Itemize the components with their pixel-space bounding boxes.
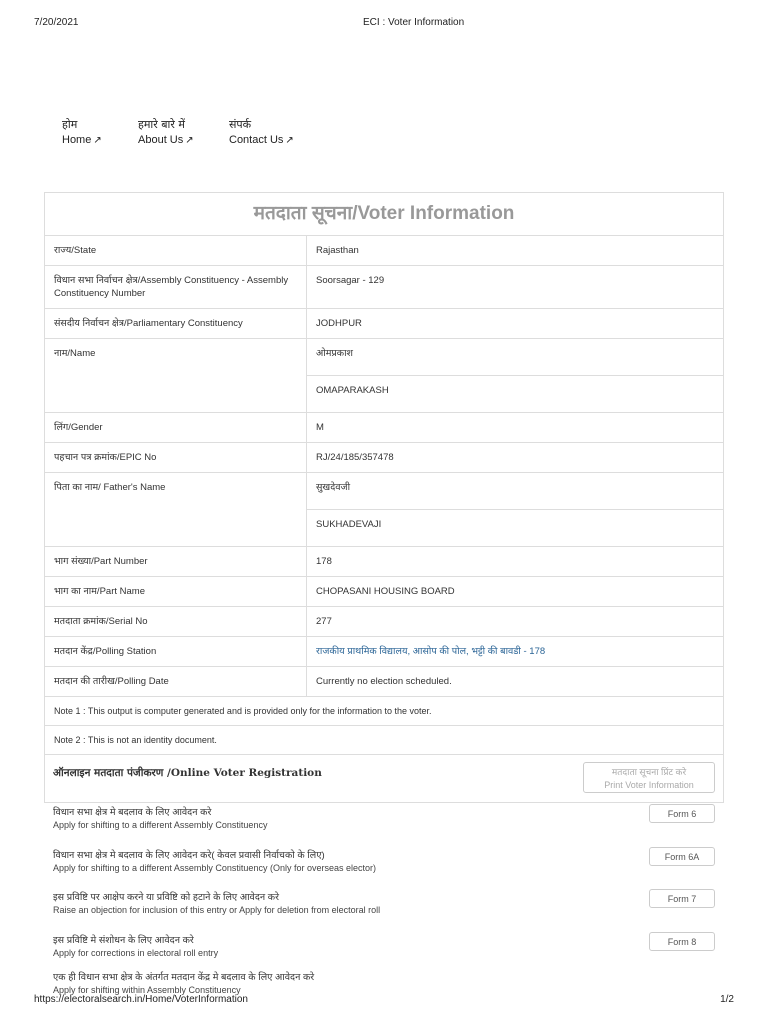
form-desc-english: Apply for shifting to a different Assembly Constituency (Only for overseas elector) (53, 863, 376, 873)
print-page-title: ECI : Voter Information (363, 17, 465, 28)
table-row-parliamentary-constituency (45, 309, 723, 339)
table-row-part-name (45, 577, 723, 607)
nav-home-hindi: होम (62, 118, 78, 131)
form-7-button[interactable]: Form 7 (649, 889, 715, 908)
form-row-shift-within (53, 971, 715, 995)
form-6-button[interactable]: Form 6 (649, 804, 715, 823)
table-row-serial-no (45, 607, 723, 637)
row-value-hindi: सुखदेवजी (316, 482, 351, 493)
nav-contact[interactable] (229, 118, 294, 149)
row-value: M (316, 422, 324, 433)
row-value: 178 (316, 556, 332, 567)
table-row-polling-date (45, 667, 723, 697)
top-nav (62, 118, 294, 149)
nav-contact-hindi: संपर्क (229, 118, 252, 131)
note-1: Note 1 : This output is computer generated and is provided only for the information to the voter. (45, 697, 723, 726)
nav-home[interactable] (62, 118, 138, 149)
print-date: 7/20/2021 (34, 17, 79, 28)
row-value-english: SUKHADEVAJI (307, 509, 723, 546)
form-row-6a (53, 849, 715, 874)
form-desc-english: Raise an objection for inclusion of this entry or Apply for deletion from electoral roll (53, 905, 381, 915)
row-value: CHOPASANI HOUSING BOARD (316, 586, 455, 597)
footer-url: https://electoralsearch.in/Home/VoterInformation (34, 994, 248, 1005)
form-desc-english: Apply for corrections in electoral roll entry (53, 948, 219, 958)
form-row-8 (53, 934, 715, 959)
row-label: विधान सभा निर्वाचन क्षेत्र/Assembly Constituency - Assembly Constituency Number (45, 266, 307, 308)
row-label: भाग का नाम/Part Name (45, 577, 307, 606)
external-link-icon: ↗ (185, 135, 194, 146)
table-row-name (45, 339, 723, 413)
row-label: मतदान की तारीख/Polling Date (45, 667, 307, 696)
form-desc-english: Apply for shifting to a different Assembly Constituency (53, 820, 268, 830)
nav-about-label[interactable]: About Us (138, 134, 184, 146)
voter-info-title: मतदाता सूचना/Voter Information (45, 193, 723, 236)
row-label: पहचान पत्र क्रमांक/EPIC No (45, 443, 307, 472)
row-value: Rajasthan (316, 245, 359, 256)
row-label: राज्य/State (45, 236, 307, 265)
note-2: Note 2 : This is not an identity document. (45, 726, 723, 755)
external-link-icon: ↗ (93, 135, 102, 146)
row-label: भाग संख्या/Part Number (45, 547, 307, 576)
row-label: मतदान केंद्र/Polling Station (45, 637, 307, 666)
nav-about-hindi: हमारे बारे में (138, 118, 185, 131)
nav-home-label[interactable]: Home (62, 134, 92, 146)
form-desc-english: Apply for shifting within Assembly Constituency (53, 985, 241, 995)
polling-station-link[interactable]: राजकीय प्राथमिक विद्यालय, आसोप की पोल, भट्टी की बावडी - 178 (316, 646, 546, 657)
form-row-6 (53, 806, 715, 831)
row-label: लिंग/Gender (45, 413, 307, 442)
row-value: JODHPUR (316, 318, 362, 329)
form-desc-hindi: इस प्रविष्टि मे संशोधन के लिए आवेदन करे (53, 935, 194, 946)
nav-about[interactable] (138, 118, 229, 149)
table-row-epic-no (45, 443, 723, 473)
nav-contact-label[interactable]: Contact Us (229, 134, 284, 146)
row-value-english: OMAPARAKASH (307, 375, 723, 412)
voter-info-table (44, 192, 724, 803)
print-voter-info-button[interactable] (583, 762, 715, 793)
form-row-7 (53, 891, 715, 916)
table-row-polling-station (45, 637, 723, 667)
footer-page-number: 1/2 (720, 994, 734, 1005)
table-row-gender (45, 413, 723, 443)
row-label: पिता का नाम/ Father's Name (45, 473, 307, 546)
row-value: Currently no election scheduled. (316, 676, 452, 687)
row-value-hindi: ओमप्रकाश (316, 348, 354, 359)
external-link-icon: ↗ (285, 135, 294, 146)
row-value: 277 (316, 616, 332, 627)
row-label: मतदाता क्रमांक/Serial No (45, 607, 307, 636)
form-desc-hindi: विधान सभा क्षेत्र मे बदलाव के लिए आवेदन करे( केवल प्रवासी निर्वाचको के लिए) (53, 850, 325, 861)
online-registration-title: ऑनलाइन मतदाता पंजीकरण /Online Voter Registration (53, 767, 322, 779)
form-desc-hindi: विधान सभा क्षेत्र मे बदलाव के लिए आवेदन करे (53, 807, 212, 818)
row-value: Soorsagar - 129 (316, 275, 385, 286)
form-8-button[interactable]: Form 8 (649, 932, 715, 951)
table-row-assembly-constituency (45, 266, 723, 309)
print-button-hindi: मतदाता सूचना प्रिंट करे (611, 767, 687, 777)
table-row-state (45, 236, 723, 266)
form-6a-button[interactable]: Form 6A (649, 847, 715, 866)
form-desc-hindi: इस प्रविष्टि पर आक्षेप करने या प्रविष्टि को हटाने के लिए आवेदन करे (53, 892, 279, 903)
row-value: RJ/24/185/357478 (316, 452, 394, 463)
form-desc-hindi: एक ही विधान सभा क्षेत्र के अंतर्गत मतदान केंद्र मे बदलाव के लिए आवेदन करे (53, 972, 315, 983)
row-label: नाम/Name (45, 339, 307, 412)
row-label: संसदीय निर्वाचन क्षेत्र/Parliamentary Constituency (45, 309, 307, 338)
table-row-fathers-name (45, 473, 723, 547)
table-row-part-number (45, 547, 723, 577)
print-button-english: Print Voter Information (604, 780, 694, 790)
